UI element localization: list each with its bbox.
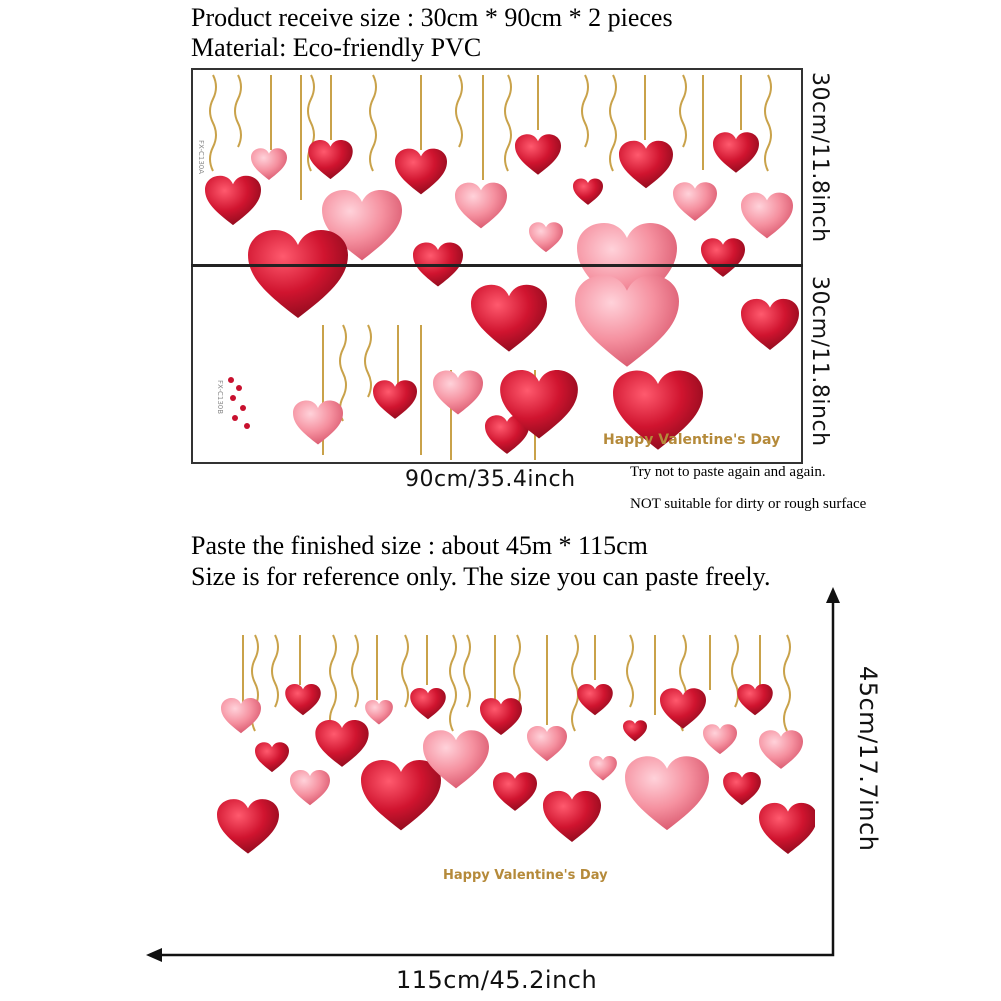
mini-hearts-preview <box>228 377 250 429</box>
top-panel-hearts <box>205 75 793 318</box>
note-surface: NOT suitable for dirty or rough surface <box>630 496 867 512</box>
arrow-up-icon <box>826 587 840 603</box>
product-size-text: Product receive size : 30cm * 90cm * 2 pieces <box>191 3 673 32</box>
height-label-bottom: 30cm/11.8inch <box>807 276 832 447</box>
code-bottom: FX-C130B <box>216 380 224 415</box>
panel-divider <box>191 264 803 267</box>
panel-greeting: Happy Valentine's Day <box>603 432 781 448</box>
dimension-arrows <box>140 585 860 975</box>
panel-width-label: 90cm/35.4inch <box>405 467 576 492</box>
note-repaste: Try not to paste again and again. <box>630 464 826 480</box>
finished-height-label: 45cm/17.7inch <box>854 666 882 852</box>
finished-size-text: Paste the finished size : about 45m * 115cm <box>191 531 648 560</box>
reference-note-text: Size is for reference only. The size you can paste freely. <box>191 562 771 591</box>
dimension-lines <box>154 597 833 955</box>
finished-width-label: 115cm/45.2inch <box>396 966 598 994</box>
arrow-left-icon <box>146 948 162 962</box>
finished-greeting: Happy Valentine's Day <box>443 868 608 883</box>
height-label-top: 30cm/11.8inch <box>807 72 832 243</box>
material-text: Material: Eco-friendly PVC <box>191 33 482 62</box>
code-top: FX-C130A <box>197 140 205 175</box>
